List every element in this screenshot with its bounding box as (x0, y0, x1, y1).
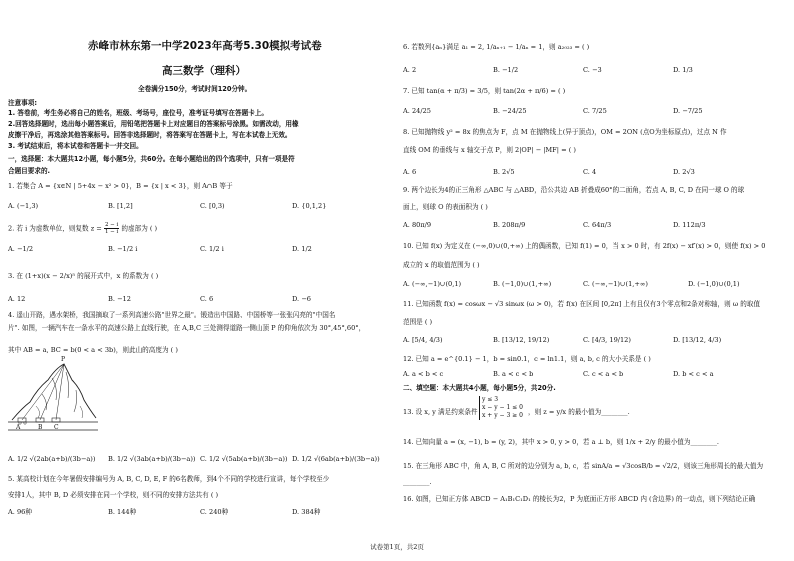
q8-option-c: C. 4 (583, 168, 597, 176)
q2-fraction (104, 222, 119, 235)
q10-option-b: B. (−1,0)∪(1,+∞) (493, 280, 552, 288)
q2-stem-a: 2. 若 i 为虚数单位，则复数 z = (8, 224, 102, 233)
q5-line2: 安排1人，其中 B, D 必须安排在同一个学校，则不同的安排方法共有 ( ) (8, 491, 219, 499)
q1-option-d: D. {0,1,2} (292, 202, 327, 210)
q13-constraint: y ≤ 3 (482, 396, 499, 403)
q10-option-c: C. (−∞,−1)∪(1,+∞) (583, 280, 648, 288)
q9-option-c: C. 64π/3 (583, 221, 612, 229)
notice-heading: 注意事项: (8, 99, 38, 107)
q4-option-b: B. 1/2 √(3ab(a+b)/(3b−a)) (108, 455, 196, 463)
q13-pre: 13. 设 x, y 满足约束条件 (403, 408, 478, 416)
q6-stem: 6. 若数列{aₙ}满足 a₁ = 2, 1/aₙ₊₁ − 1/aₙ = 1，则 a₂₀₂₃ = ( ) (403, 43, 590, 51)
q3-option-d: D. −6 (292, 295, 311, 303)
q9-option-b: B. 208π/9 (493, 221, 526, 229)
q3-option-b: B. −12 (108, 295, 131, 303)
figure-label-c: C (54, 424, 59, 431)
q1-option-a: A. (−1,3) (8, 202, 39, 210)
q8-line1: 8. 已知抛物线 y² = 8x 的焦点为 F，点 M 在抛物线上(异于顶点)，OM = 2ON (点O为坐标原点)，过点 N 作 (403, 128, 727, 136)
q11-option-b: B. [13/12, 19/12) (493, 336, 550, 344)
q8-option-b: B. 2√5 (493, 168, 515, 176)
section2-heading: 二、填空题：本大题共4小题，每小题5分，共20分. (403, 384, 556, 392)
q9-option-d: D. 112π/3 (673, 221, 706, 229)
section1-line2: 合题目要求的. (8, 167, 51, 175)
figure-label-b: B (38, 424, 43, 431)
notice-line: 皮擦干净后，再选涂其他答案标号。回答非选择题时，将答案写在答题卡上，写在本试卷上无效。 (8, 131, 292, 139)
q13-constraint: x + y − 3 ≥ 0 (482, 412, 523, 419)
page-footer: 试卷第1页，共2页 (370, 543, 424, 551)
q4-line2: 片". 如图，一辆汽车在一条水平的高速公路上直线行驶，在 A,B,C 三处测得道路一侧山顶 P 的仰角依次为 30°,45°,60°， (8, 324, 366, 332)
q4-line1: 4. 遥山开路，遇水架桥，我国摘取了一系列高速公路"世界之最"。锻造出中国路、中国桥等一张张闪亮的"中国名 (8, 311, 336, 319)
q11-option-a: A. [5/4, 4/3) (403, 336, 443, 344)
q2-option-a: A. −1/2 (8, 245, 34, 253)
q6-option-a: A. 2 (403, 66, 417, 74)
exam-meta: 全卷满分150分，考试时间120分钟。 (138, 85, 252, 93)
q3-option-c: C. 6 (200, 295, 214, 303)
q4-line3: 其中 AB = a, BC = b(0 < a < 3b)，则此山的高度为 ( ) (8, 346, 178, 354)
q9-line1: 9. 两个边长为4的正三角形 △ABC 与 △ABD，沿公共边 AB 折叠成60°的二面角，若点 A, B, C, D 在同一球 O 的球 (403, 186, 745, 194)
q12-stem: 12. 已知 a = e^{0.1} − 1，b = sin0.1，c = ln1.1，则 a, b, c 的大小关系是 ( ) (403, 355, 651, 363)
figure-label-a: A (16, 424, 21, 431)
q4-option-d: D. 1/2 √(6ab(a+b)/(3b−a)) (292, 455, 380, 463)
q12-option-b: B. a < c < b (493, 370, 534, 378)
q8-line2: 直线 OM 的垂线与 x 轴交于点 P，则 2|OP| − |MF| = ( ) (403, 146, 576, 154)
q5-option-a: A. 96种 (8, 508, 32, 516)
q7-option-d: D. −7/25 (673, 107, 703, 115)
q9-option-a: A. 80π/9 (403, 221, 432, 229)
q3-option-a: A. 12 (8, 295, 26, 303)
figure-label-p: P (61, 356, 66, 363)
q1-stem: 1. 若集合 A = {x∈N | 5+4x − x² > 0}，B = {x | x < 3}，则 A∩B 等于 (8, 182, 233, 190)
notice-line: 2.回答选择题时，选出每小题答案后，用铅笔把答题卡上对应题目的答案标号涂黑。如需改动，用橡 (8, 120, 299, 128)
q8-option-d: D. 2√3 (673, 168, 695, 176)
q2-option-b: B. −1/2 i (108, 245, 138, 253)
q8-option-a: A. 6 (403, 168, 417, 176)
q3-stem: 3. 在 (1+x)(x − 2/x)⁵ 的展开式中，x 的系数为 ( ) (8, 272, 159, 280)
q5-line1: 5. 某高校计划在今年暑假安排编号为 A, B, C, D, E, F 的6名教师，到4个不同的学校进行宣讲，每个学校至少 (8, 475, 330, 483)
q7-option-a: A. 24/25 (403, 107, 431, 115)
q11-line1: 11. 已知函数 f(x) = cosωx − √3 sinωx (ω > 0)，若 f(x) 在区间 [0,2π] 上有且仅有3个零点和2条对称轴，则 ω 的取值 (403, 300, 761, 308)
q10-option-a: A. (−∞,−1)∪(0,1) (403, 280, 462, 288)
q13-constraint-system (479, 396, 523, 420)
q4-option-a: A. 1/2 √(2ab(a+b)/(3b−a)) (8, 455, 96, 463)
q7-option-b: B. −24/25 (493, 107, 527, 115)
q2-stem (8, 222, 157, 235)
exam-title: 赤峰市林东第一中学2023年高考5.30模拟考试卷 (88, 40, 322, 52)
q6-option-c: C. −3 (583, 66, 602, 74)
q2-num: 2 − i (104, 222, 119, 228)
q5-option-c: C. 240种 (200, 508, 229, 516)
q14-stem: 14. 已知向量 a = (x, −1), b = (y, 2)，其中 x > 0, y > 0，若 a ⊥ b，则 1/x + 2/y 的最小值为________. (403, 438, 719, 446)
q7-stem: 7. 已知 tan(α + π/3) = 3/5，则 tan(2α + π/6) = ( ) (403, 87, 566, 95)
q12-option-c: C. c < a < b (583, 370, 624, 378)
q13-post: ，则 z = y/x 的最小值为________. (528, 408, 630, 416)
q5-option-b: B. 144种 (108, 508, 137, 516)
q9-line2: 面上，则球 O 的表面积为 ( ) (403, 203, 488, 211)
q2-option-d: D. 1/2 (292, 245, 312, 253)
exam-subtitle: 高三数学（理科） (162, 65, 246, 77)
q16-stem: 16. 如图，已知正方体 ABCD − A₁B₁C₁D₁ 的棱长为2，P 为底面正方形 ABCD 内 (含边界) 的一动点，则下列结论正确 (403, 495, 756, 503)
mountain-figure (8, 358, 98, 436)
q13-constraint: x − y − 1 ≤ 0 (482, 404, 523, 411)
q12-option-a: A. a < b < c (403, 370, 444, 378)
section1-line1: 一，选择题：本大题共12小题，每小题5分，共60分。在每小题给出的四个选项中，只有一项是符 (8, 155, 295, 163)
q1-option-c: C. [0,3) (200, 202, 225, 210)
q2-den: 1 − i (104, 229, 119, 235)
notice-line: 3. 考试结束后，将本试卷和答题卡一并交回。 (8, 142, 143, 150)
q10-line2: 成立的 x 的取值范围为 ( ) (403, 261, 480, 269)
q7-option-c: C. 7/25 (583, 107, 607, 115)
q1-option-b: B. [1,2] (108, 202, 133, 210)
q11-line2: 范围是 ( ) (403, 318, 433, 326)
q10-line1: 10. 已知 f(x) 为定义在 (−∞,0)∪(0,+∞) 上的偶函数，已知 f(1) = 0，当 x > 0 时，有 2f(x) − xf′(x) > 0，则使 f(x) > 0 (403, 242, 766, 250)
notice-line: 1. 答卷前，考生务必将自己的姓名，班级、考场号，座位号，准考证号填写在答题卡上。 (8, 109, 268, 117)
q6-option-d: D. 1/3 (673, 66, 693, 74)
q11-option-c: C. [4/3, 19/12) (583, 336, 631, 344)
q11-option-d: D. [13/12, 4/3) (673, 336, 722, 344)
q12-option-d: D. b < c < a (673, 370, 714, 378)
q10-option-d: D. (−1,0)∪(0,1) (688, 280, 740, 288)
q4-option-c: C. 1/2 √(5ab(a+b)/(3b−a)) (200, 455, 288, 463)
q15-line1: 15. 在三角形 ABC 中，角 A, B, C 所对的边分别为 a, b, c，若 sinA/a = √3cosB/b = √2/2，则该三角形周长的最大值为 (403, 462, 764, 470)
q6-option-b: B. −1/2 (493, 66, 519, 74)
q2-option-c: C. 1/2 i (200, 245, 224, 253)
q5-option-d: D. 384种 (292, 508, 321, 516)
q15-line2: ________. (403, 478, 432, 486)
q2-stem-b: 的虚部为 ( ) (121, 224, 158, 233)
